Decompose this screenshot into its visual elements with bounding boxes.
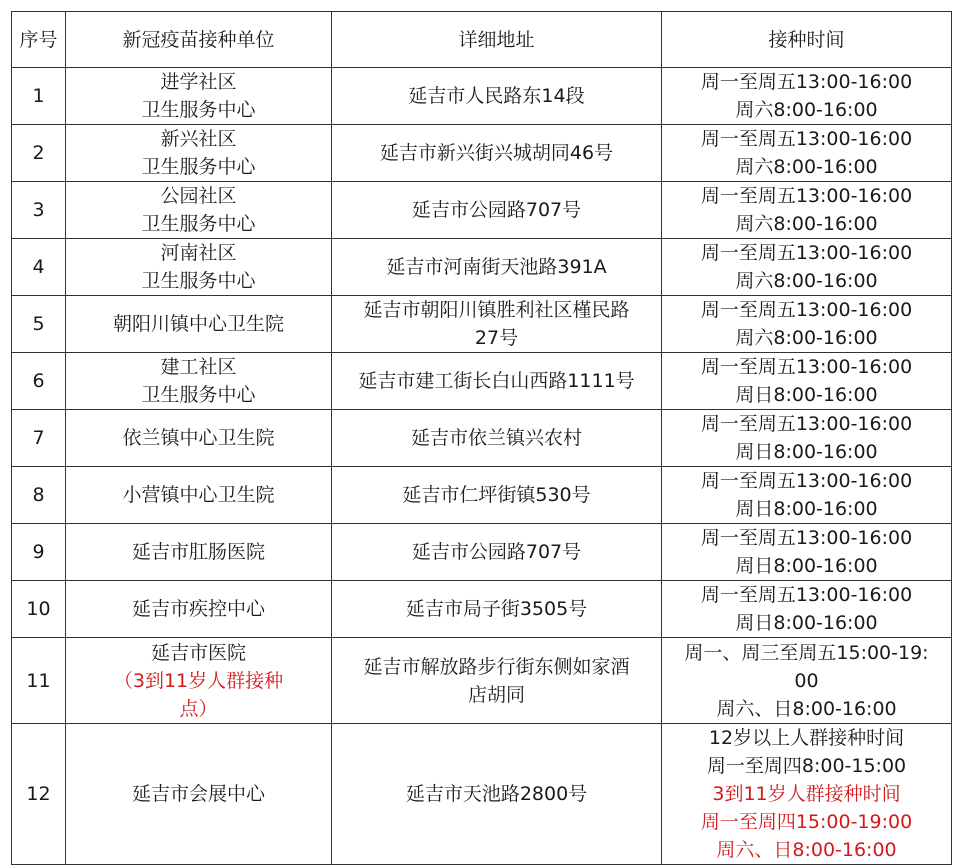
header-address: 详细地址 (332, 12, 662, 68)
cell-line: 周六8:00-16:00 (735, 99, 878, 121)
table-row (12, 182, 952, 239)
row-number: 6 (12, 353, 66, 410)
address-cell (332, 296, 662, 353)
row-number: 1 (12, 68, 66, 125)
vaccination-unit-cell (66, 467, 332, 524)
vaccination-time-cell (662, 581, 952, 638)
cell-line: 周六、日8:00-16:00 (716, 697, 897, 720)
cell-line: 周一至周五13:00-16:00 (700, 185, 913, 207)
cell-line: 周一至周五13:00-16:00 (700, 299, 913, 321)
cell-line: 新兴社区 (160, 128, 237, 150)
row-number: 9 (12, 524, 66, 581)
cell-line: 周日8:00-16:00 (735, 498, 878, 520)
vaccination-unit-cell (66, 125, 332, 182)
header-vaccination-unit: 新冠疫苗接种单位 (66, 12, 332, 68)
row-number: 7 (12, 410, 66, 467)
cell-line: 周日8:00-16:00 (735, 441, 878, 463)
cell-line: 周一至周五13:00-16:00 (700, 71, 913, 93)
cell-line: 周日8:00-16:00 (735, 555, 878, 577)
cell-line: 延吉市新兴街兴城胡同46号 (379, 142, 614, 164)
cell-line: 周一至周五13:00-16:00 (700, 470, 913, 492)
vaccination-unit-cell (66, 182, 332, 239)
cell-line: 周六8:00-16:00 (735, 156, 878, 178)
table-header-row (12, 12, 952, 68)
cell-line: 进学社区 (160, 71, 237, 93)
cell-line: 延吉市建工街长白山西路1111号 (358, 370, 635, 392)
row-number: 11 (12, 638, 66, 724)
vaccination-unit-cell (66, 581, 332, 638)
vaccination-time-cell (662, 182, 952, 239)
vaccination-unit-cell (66, 638, 332, 724)
cell-line: 周六、日8:00-16:00 (716, 839, 897, 861)
cell-line: 周一至周四8:00-15:00 (706, 755, 907, 777)
cell-line: 卫生服务中心 (141, 384, 256, 406)
cell-line: 3到11岁人群接种时间 (712, 783, 901, 805)
cell-line: 店胡同 (467, 683, 525, 706)
vaccination-unit-cell (66, 239, 332, 296)
vaccination-unit-cell (66, 296, 332, 353)
cell-line: （3到11岁人群接种 (113, 669, 284, 692)
cell-line: 周一至周五13:00-16:00 (700, 356, 913, 378)
table-row (12, 353, 952, 410)
cell-line: 延吉市公园路707号 (411, 541, 582, 563)
cell-line: 周一至周五13:00-16:00 (700, 128, 913, 150)
cell-line: 周日8:00-16:00 (735, 612, 878, 634)
header-vaccination-time: 接种时间 (662, 12, 952, 68)
cell-line: 公园社区 (160, 185, 237, 207)
cell-line: 周六8:00-16:00 (735, 327, 878, 349)
vaccination-unit-cell (66, 724, 332, 865)
table-row (12, 410, 952, 467)
vaccination-unit-cell (66, 524, 332, 581)
cell-line: 周一至周五13:00-16:00 (700, 413, 913, 435)
address-cell (332, 239, 662, 296)
vaccination-site-table (11, 11, 952, 865)
cell-line: 周日8:00-16:00 (735, 384, 878, 406)
cell-line: 卫生服务中心 (141, 270, 256, 292)
address-cell (332, 467, 662, 524)
cell-line: 小营镇中心卫生院 (122, 484, 275, 506)
cell-line: 周六8:00-16:00 (735, 213, 878, 235)
vaccination-time-cell (662, 125, 952, 182)
row-number: 3 (12, 182, 66, 239)
vaccination-time-cell (662, 638, 952, 724)
cell-line: 卫生服务中心 (141, 156, 256, 178)
table-row (12, 296, 952, 353)
cell-line: 延吉市会展中心 (131, 783, 265, 805)
table-body (12, 68, 952, 865)
cell-line: 延吉市公园路707号 (411, 199, 582, 221)
cell-line: 延吉市朝阳川镇胜利社区槿民路 (363, 299, 630, 321)
vaccination-time-cell (662, 239, 952, 296)
cell-line: 延吉市肛肠医院 (131, 541, 265, 563)
cell-line: 建工社区 (160, 356, 237, 378)
address-cell (332, 353, 662, 410)
address-cell (332, 581, 662, 638)
cell-line: 周一至周五13:00-16:00 (700, 242, 913, 264)
vaccination-time-cell (662, 467, 952, 524)
row-number: 12 (12, 724, 66, 865)
cell-line: 延吉市人民路东14段 (408, 85, 585, 107)
vaccination-unit-cell (66, 353, 332, 410)
cell-line: 周一至周四15:00-19:00 (700, 811, 913, 833)
row-number: 5 (12, 296, 66, 353)
vaccination-time-cell (662, 724, 952, 865)
table-row (12, 581, 952, 638)
table-row (12, 239, 952, 296)
address-cell (332, 724, 662, 865)
address-cell (332, 638, 662, 724)
vaccination-time-cell (662, 353, 952, 410)
cell-line: 延吉市局子街3505号 (405, 598, 588, 620)
row-number: 8 (12, 467, 66, 524)
row-number: 2 (12, 125, 66, 182)
cell-line: 延吉市医院 (150, 641, 246, 664)
vaccination-time-cell (662, 296, 952, 353)
cell-line: 周一至周五13:00-16:00 (700, 584, 913, 606)
cell-line: 延吉市河南街天池路391A (386, 256, 607, 278)
header-number: 序号 (12, 12, 66, 68)
vaccination-time-cell (662, 68, 952, 125)
cell-line: 延吉市仁坪街镇530号 (402, 484, 591, 506)
address-cell (332, 182, 662, 239)
table-row (12, 68, 952, 125)
cell-line: 河南社区 (160, 242, 237, 264)
table-row (12, 467, 952, 524)
cell-line: 点） (179, 697, 218, 720)
cell-line: 周一至周五13:00-16:00 (700, 527, 913, 549)
table-row (12, 125, 952, 182)
vaccination-unit-cell (66, 410, 332, 467)
address-cell (332, 410, 662, 467)
row-number: 10 (12, 581, 66, 638)
cell-line: 延吉市天池路2800号 (405, 783, 588, 805)
cell-line: 周一、周三至周五15:00-19: (684, 641, 929, 664)
table-row (12, 724, 952, 865)
table-row (12, 638, 952, 724)
cell-line: 27号 (474, 327, 519, 349)
address-cell (332, 125, 662, 182)
cell-line: 周六8:00-16:00 (735, 270, 878, 292)
cell-line: 卫生服务中心 (141, 213, 256, 235)
vaccination-time-cell (662, 410, 952, 467)
cell-line: 延吉市解放路步行街东侧如家酒 (363, 655, 630, 678)
table-row (12, 524, 952, 581)
vaccination-unit-cell (66, 68, 332, 125)
vaccination-time-cell (662, 524, 952, 581)
row-number: 4 (12, 239, 66, 296)
cell-line: 朝阳川镇中心卫生院 (112, 313, 284, 335)
cell-line: 延吉市依兰镇兴农村 (410, 427, 582, 449)
address-cell (332, 68, 662, 125)
cell-line: 延吉市疾控中心 (131, 598, 265, 620)
address-cell (332, 524, 662, 581)
cell-line: 00 (794, 669, 819, 692)
cell-line: 12岁以上人群接种时间 (708, 727, 905, 749)
cell-line: 卫生服务中心 (141, 99, 256, 121)
cell-line: 依兰镇中心卫生院 (122, 427, 275, 449)
